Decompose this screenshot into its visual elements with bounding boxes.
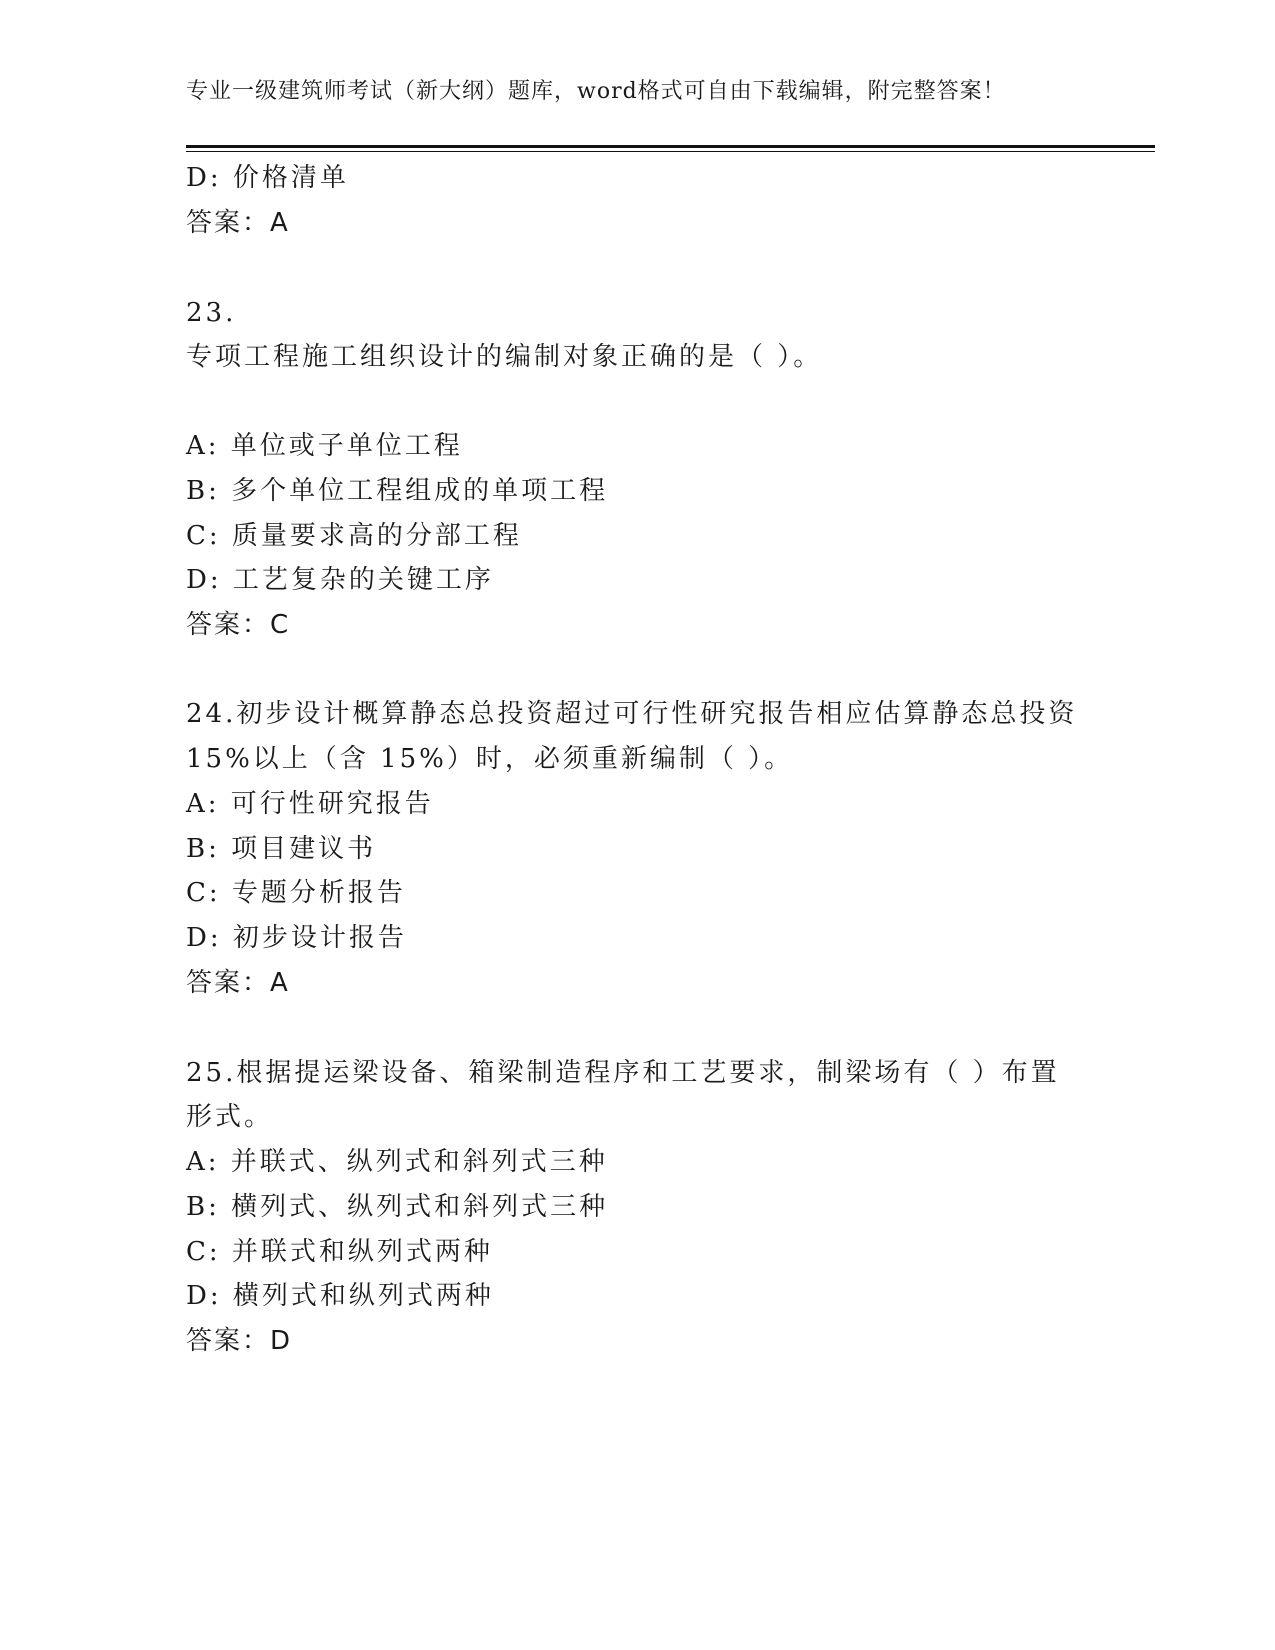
q23-option-b: B: 多个单位工程组成的单项工程 xyxy=(186,476,609,506)
q25-option-a: A: 并联式、纵列式和斜列式三种 xyxy=(186,1147,608,1177)
q25-option-d: D: 横列式和纵列式两种 xyxy=(186,1281,494,1311)
q23-answer: 答案：C xyxy=(186,610,291,640)
q23-option-c: C: 质量要求高的分部工程 xyxy=(186,521,522,551)
q25-stem-line1: 25.根据提运梁设备、箱梁制造程序和工艺要求，制梁场有（ ）布置 xyxy=(186,1058,1060,1088)
header-rule-thin xyxy=(186,151,1155,152)
q25-option-b: B: 横列式、纵列式和斜列式三种 xyxy=(186,1192,609,1222)
q25-stem-line2: 形式。 xyxy=(186,1102,274,1132)
q23-stem: 专项工程施工组织设计的编制对象正确的是（ ）。 xyxy=(186,342,823,372)
q25-answer: 答案：D xyxy=(186,1326,293,1356)
q24-option-a: A: 可行性研究报告 xyxy=(186,789,434,819)
q23-option-d: D: 工艺复杂的关键工序 xyxy=(186,565,494,595)
q24-option-d: D: 初步设计报告 xyxy=(186,923,407,953)
q25-option-c: C: 并联式和纵列式两种 xyxy=(186,1237,493,1267)
q24-stem-line2: 15%以上（含 15%）时，必须重新编制（ ）。 xyxy=(186,744,794,774)
q23-option-a: A: 单位或子单位工程 xyxy=(186,431,463,461)
q24-option-c: C: 专题分析报告 xyxy=(186,878,406,908)
page-header: 专业一级建筑师考试（新大纲）题库，word格式可自由下载编辑，附完整答案！ xyxy=(186,79,1006,104)
q24-option-b: B: 项目建议书 xyxy=(186,834,377,864)
header-rule-thick xyxy=(186,145,1155,148)
prev-answer: 答案：A xyxy=(186,208,290,238)
q23-number: 23. xyxy=(186,298,237,328)
prev-option-d: D: 价格清单 xyxy=(186,163,349,193)
q24-stem-line1: 24.初步设计概算静态总投资超过可行性研究报告相应估算静态总投资 xyxy=(186,699,1078,729)
q24-answer: 答案：A xyxy=(186,968,290,998)
